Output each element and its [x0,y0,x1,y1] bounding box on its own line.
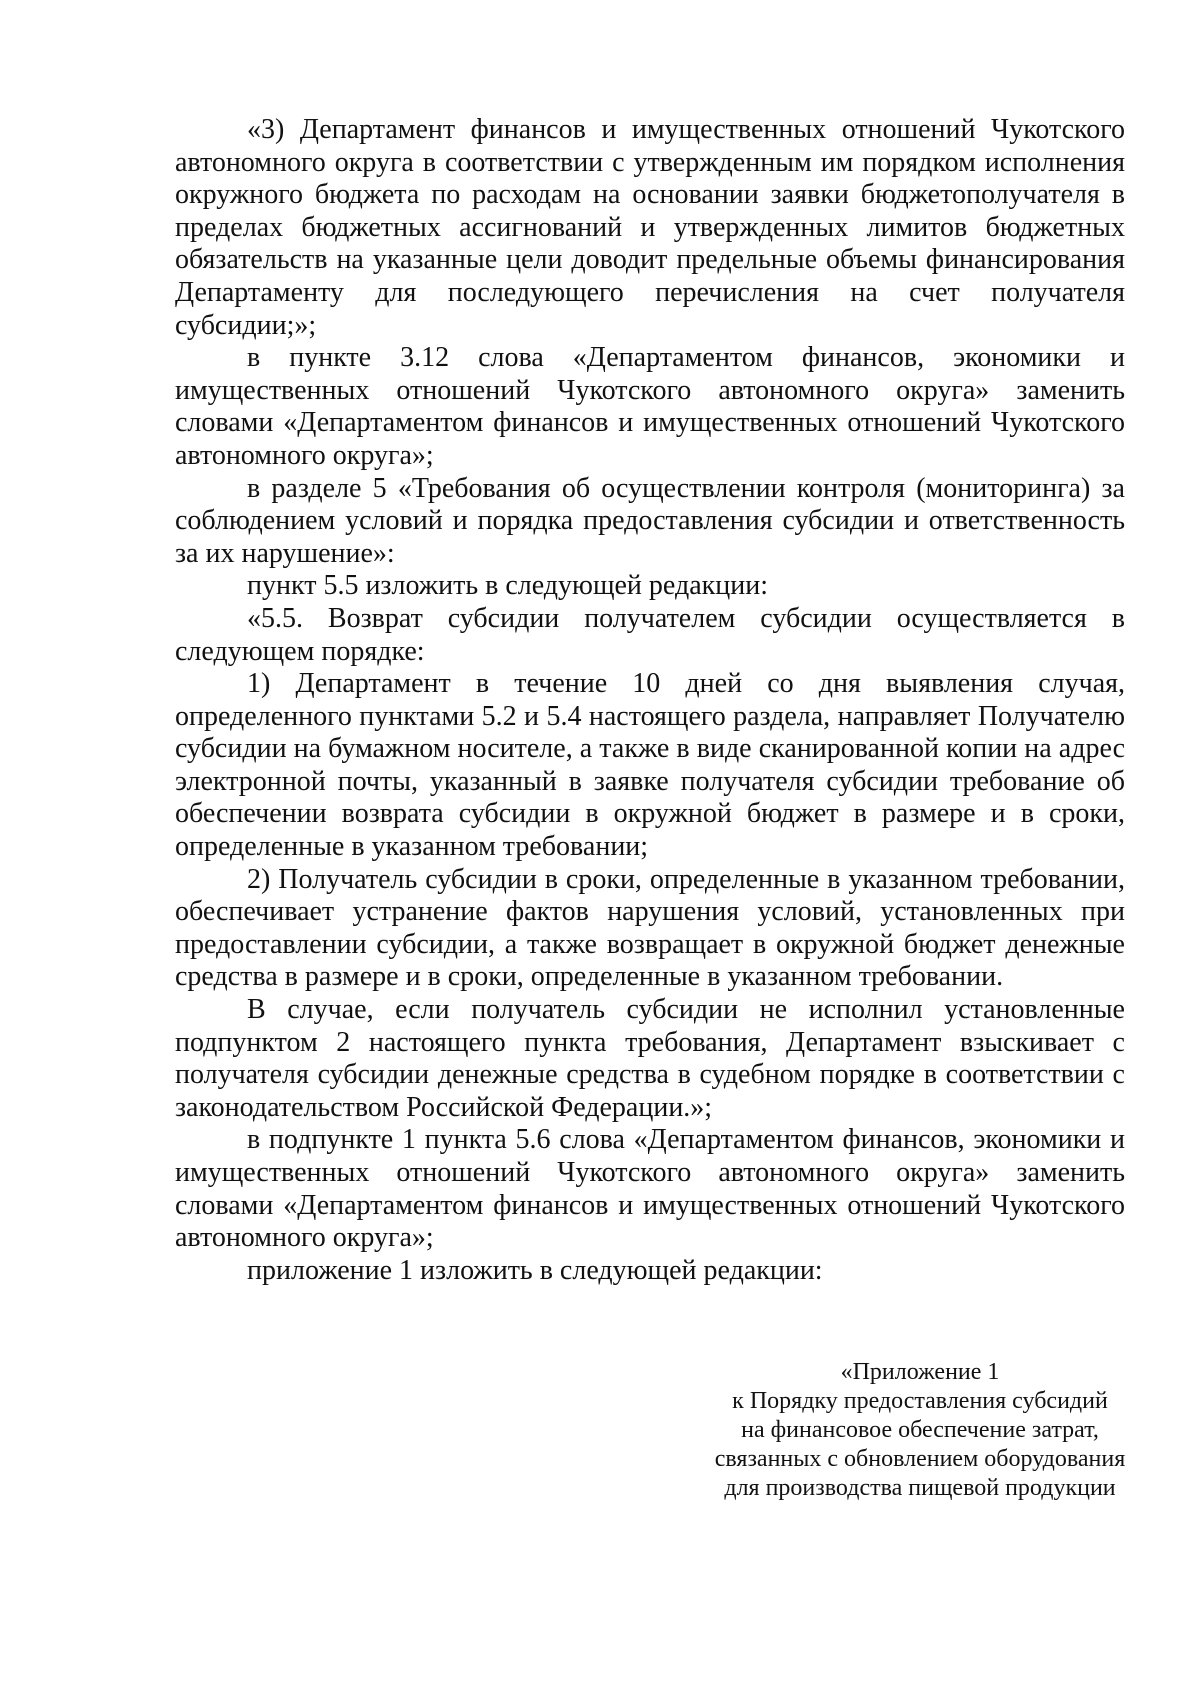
paragraph-court-recovery: В случае, если получатель субсидии не исполнил установленные подпунктом 2 настоящего пункта требования, Департамент взыскивает с получателя субсидии денежные средства в судебном порядке в соответствии с законодательством Российской Федерации.»; [175,994,1125,1123]
appendix-line: для производства пищевой продукции [724,1475,1116,1501]
paragraph-point-5-5: «5.5. Возврат субсидии получателем субсидии осуществляется в следующем порядке: [175,602,1125,667]
appendix-line: «Приложение 1 [840,1359,1000,1385]
paragraph-point-5-5-intro: пункт 5.5 изложить в следующей редакции: [247,570,768,602]
paragraph-section-5: в разделе 5 «Требования об осуществлении контроля (мониторинга) за соблюдением условий и порядка предоставления субсидии и ответственность за их нарушение»: [175,472,1125,569]
appendix-line: на финансовое обеспечение затрат, [741,1417,1099,1443]
paragraph-point-3-12: в пункте 3.12 слова «Департаментом финансов, экономики и имущественных отношений Чукотского автономного округа» заменить словами «Департаментом финансов и имущественных отношений Чукотского автономного округа»; [175,342,1125,471]
appendix-line: к Порядку предоставления субсидий [732,1388,1108,1414]
paragraph-item-3: «3) Департамент финансов и имущественных отношений Чукотского автономного округа в соответствии с утвержденным им порядком исполнения окружного бюджета по расходам на основании заявки бюджетополучателя в пределах бюджетных ассигнований и утвержденных лимитов бюджетных обязательств на указанные цели доводит предельные объемы финансирования Департаменту для последующего перечисления на счет получателя субсидии;»; [175,114,1125,341]
appendix-header [690,1358,1150,1503]
appendix-line: связанных с обновлением оборудования [714,1446,1126,1472]
paragraph-appendix-intro: приложение 1 изложить в следующей редакции: [247,1254,823,1286]
paragraph-point-5-6: в подпункте 1 пункта 5.6 слова «Департаментом финансов, экономики и имущественных отношений Чукотского автономного округа» заменить словами «Департаментом финансов и имущественных отношений Чукотского автономного округа»; [175,1124,1125,1254]
paragraph-subitem-1: 1) Департамент в течение 10 дней со дня выявления случая, определенного пунктами 5.2 и 5.4 настоящего раздела, направляет Получателю субсидии на бумажном носителе, а также в виде сканированной копии на адрес электронной почты, указанный в заявке получателя субсидии требование об обеспечении возврата субсидии в окружной бюджет в размере и в сроки, определенные в указанном требовании; [175,668,1125,863]
document-body [175,114,1125,1287]
paragraph-subitem-2: 2) Получатель субсидии в сроки, определенные в указанном требовании, обеспечивает устранение фактов нарушения условий, установленных при предоставлении субсидии, а также возвращает в окружной бюджет денежные средства в размере и в сроки, определенные в указанном требовании. [175,863,1125,993]
